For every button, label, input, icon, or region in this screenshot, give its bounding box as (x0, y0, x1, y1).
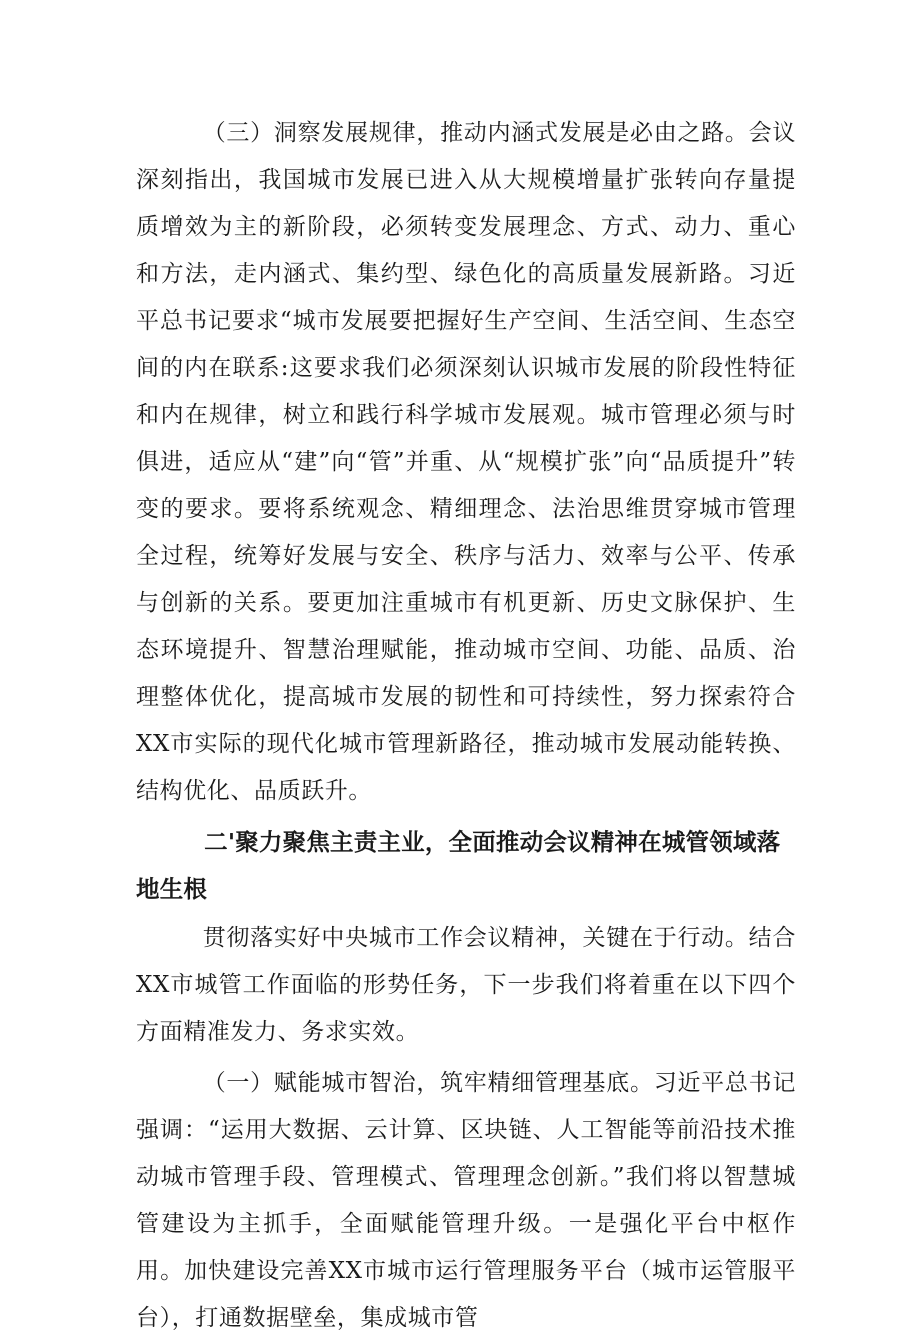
document-body (136, 110, 796, 1342)
section-intro-paragraph: 贯彻落实好中央城市工作会议精神，关键在于行动。结合XX市城管工作面临的形势任务，下一步我们将着重在以下四个方面精准发力、务求实效。 (136, 925, 796, 1045)
subsection-paragraph-smart-governance: （一）赋能城市智治，筑牢精细管理基底。习近平总书记强调：“运用大数据、云计算、区块链、人工智能等前沿技术推动城市管理手段、管理模式、管理理念创新。”我们将以智慧城管建设为主抓手，全面赋能管理升级。一是强化平台中枢作用。加快建设完善XX市城市运行管理服务平台（城市运管服平台），打通数据壁垒，集成城市管 (136, 1070, 796, 1331)
section-heading: 二'聚力聚焦主责主业，全面推动会议精神在城管领域落地生根 (136, 828, 781, 903)
paragraph-development-law: （三）洞察发展规律，推动内涵式发展是必由之路。会议深刻指出，我国城市发展已进入从大规模增量扩张转向存量提质增效为主的新阶段，必须转变发展理念、方式、动力、重心和方法，走内涵式、集约型、绿色化的高质量发展新路。习近平总书记要求“城市发展要把握好生产空间、生活空间、生态空间的内在联系:这要求我们必须深刻认识城市发展的阶段性特征和内在规律，树立和践行科学城市发展观。城市管理必须与时俱进，适应从“建”向“管”并重、从“规模扩张”向“品质提升”转变的要求。要将系统观念、精细理念、法治思维贯穿城市管理全过程，统筹好发展与安全、秩序与活力、效率与公平、传承与创新的关系。要更加注重城市有机更新、历史文脉保护、生态环境提升、智慧治理赋能，推动城市空间、功能、品质、治理整体优化，提高城市发展的韧性和可持续性，努力探索符合XX市实际的现代化城市管理新路径，推动城市发展动能转换、结构优化、品质跃升。 (136, 120, 796, 804)
